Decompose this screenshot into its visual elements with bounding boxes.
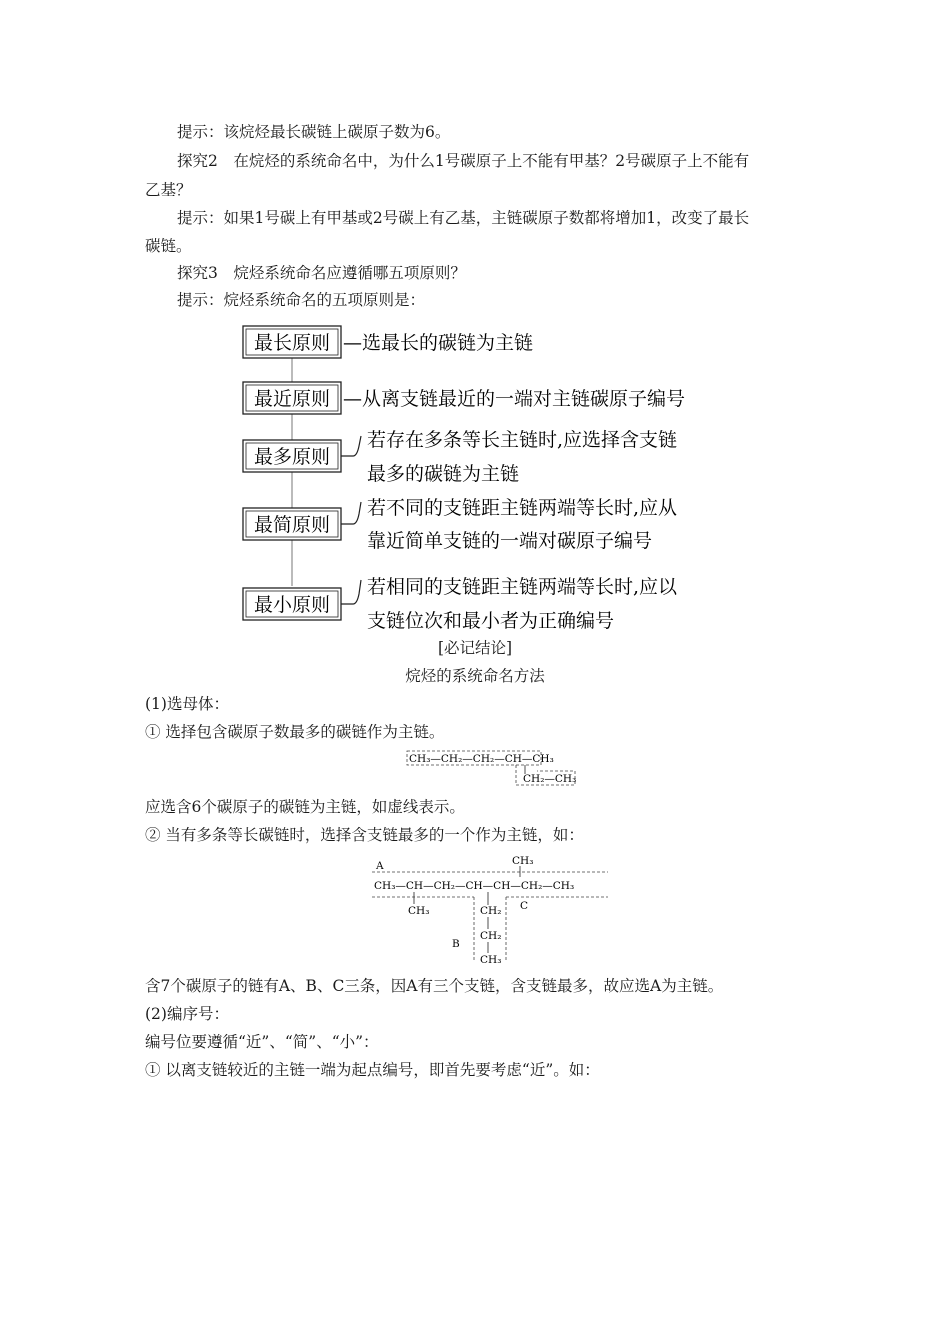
- principle-desc: 若存在多条等长主链时,应选择含支链: [367, 429, 678, 451]
- principle-nearest: [243, 382, 685, 414]
- formula-2-down-methyl: CH₃: [408, 905, 430, 917]
- step-2-rule-1: ① 以离支链较近的主链一端为起点编号，即首先要考虑“近”。如：: [145, 1061, 600, 1079]
- principle-label: 最简原则: [253, 514, 331, 536]
- principles-diagram: [235, 318, 755, 638]
- principle-desc: 靠近简单支链的一端对碳原子编号: [367, 530, 653, 552]
- principle-label: 最长原则: [253, 332, 331, 354]
- formula-1-main: CH₃—CH₂—CH₂—CH—CH₃: [409, 753, 554, 765]
- principle-most: [243, 429, 677, 485]
- step-1-rule-1-note: 应选含6个碳原子的碳链为主链，如虚线表示。: [145, 798, 465, 816]
- chain-label-c: C: [520, 900, 529, 912]
- principle-simplest: [243, 497, 677, 552]
- step-2-intro: 编号位要遵循“近”、“简”、“小”：: [145, 1033, 379, 1051]
- chain-label-a: A: [376, 860, 384, 872]
- principle-desc: 最多的碳链为主链: [367, 463, 520, 485]
- inquiry-2-question-cont: 乙基？: [145, 181, 192, 199]
- inquiry-2-question: 探究2 在烷烃的系统命名中，为什么1号碳原子上不能有甲基？2号碳原子上不能有: [177, 152, 750, 170]
- principle-desc: —从离支链最近的一端对主链碳原子编号: [343, 388, 686, 410]
- formula-2-chain-2: CH₂: [480, 930, 502, 942]
- principle-label: 最小原则: [253, 594, 331, 616]
- principle-smallest: [243, 576, 678, 632]
- step-1-rule-2: ② 当有多条等长碳链时，选择含支链最多的一个作为主链，如：: [145, 826, 584, 844]
- inquiry-3-question: 探究3 烷烃系统命名应遵循哪五项原则？: [177, 264, 466, 282]
- hint-1: 提示：该烷烃最长碳链上碳原子数为6。: [177, 123, 451, 141]
- hint-2: 提示：如果1号碳上有甲基或2号碳上有乙基，主链碳原子数都将增加1，改变了最长: [177, 209, 750, 227]
- section-bracket-title: [必记结论]: [437, 639, 513, 657]
- principle-desc: —选最长的碳链为主链: [343, 332, 534, 354]
- formula-1-branch: CH₂—CH₃: [523, 773, 577, 785]
- chain-label-b: B: [452, 938, 460, 950]
- formula-2-chain-3: CH₃: [480, 954, 502, 966]
- hint-2-cont: 碳链。: [145, 237, 192, 255]
- step-1-rule-2-note: 含7个碳原子的链有A、B、C三条，因A有三个支链，含支链最多，故应选A为主链。: [145, 977, 724, 995]
- section-title: 烷烃的系统命名方法: [405, 667, 545, 685]
- formula-2-chain-1: CH₂: [480, 905, 502, 917]
- formula-2-top-methyl: CH₃: [512, 855, 534, 867]
- formula-1: [405, 748, 585, 790]
- step-2-heading: (2)编序号：: [145, 1005, 229, 1023]
- principle-desc: 若相同的支链距主链两端等长时,应以: [367, 576, 678, 598]
- principle-label: 最近原则: [253, 388, 331, 410]
- principle-desc: 支链位次和最小者为正确编号: [367, 610, 615, 632]
- principle-label: 最多原则: [253, 446, 331, 468]
- step-1-rule-1: ① 选择包含碳原子数最多的碳链作为主链。: [145, 723, 445, 741]
- principle-desc: 若不同的支链距主链两端等长时,应从: [367, 497, 678, 519]
- hint-3: 提示：烷烃系统命名的五项原则是：: [177, 291, 426, 309]
- step-1-heading: (1)选母体：: [145, 695, 229, 713]
- formula-2: [370, 850, 620, 972]
- formula-2-main: CH₃—CH—CH₂—CH—CH—CH₂—CH₃: [374, 880, 575, 892]
- principle-longest: [243, 326, 533, 358]
